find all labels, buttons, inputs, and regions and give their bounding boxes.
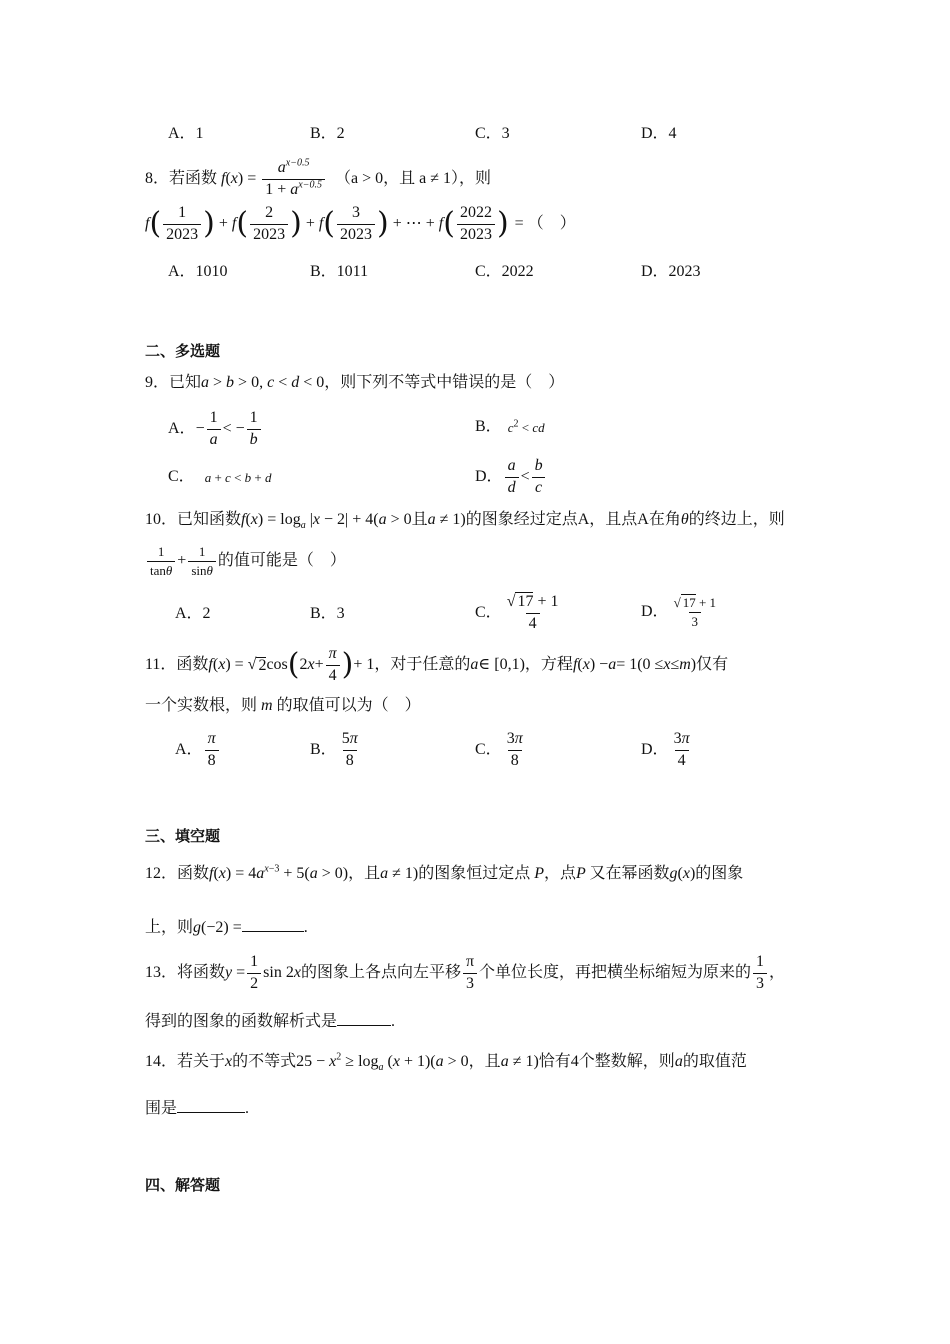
q12-answer-blank[interactable] bbox=[242, 917, 304, 932]
q9-option-d: D． $\frac{a}{d}$ < $\frac{b}{c}$ bbox=[475, 458, 548, 497]
q11-mid2: ，方程 bbox=[524, 656, 573, 674]
q9-option-b: B． $c^2$ < cd bbox=[475, 418, 545, 435]
q12-line2: 上，则g(−2) = . bbox=[145, 919, 308, 936]
q10-label: 10．已知函数 bbox=[145, 511, 242, 528]
q8-option-d: D．2023 bbox=[641, 263, 701, 280]
q10-option-b: B．3 bbox=[310, 605, 345, 622]
section-multi-choice: 二、多选题 bbox=[145, 342, 221, 360]
q11-stem: 11．函数 f ( x ) = √ 2 cos ( 2 x + $\frac{\pi}{4}$ ) + 1 ，对于任意的 a ∈ [0,1) ，方程 f ( x ) − a = 1(0 ≤ x ≤ m ) 仅有 bbox=[145, 645, 729, 684]
q10-tail2: 的终边上，则 bbox=[688, 511, 785, 528]
q10-line2-tail: 的值可能是（ ） bbox=[217, 552, 346, 570]
q11-mid: ，对于任意的 bbox=[374, 656, 471, 674]
q9-tail: ，则下列不等式中错误的是（ ） bbox=[324, 374, 565, 391]
section-fill-in: 三、填空题 bbox=[145, 827, 221, 845]
q8-function: f(x) = $\frac{a^{x-0.5}}{1 + a^{x-0.5}}$ bbox=[221, 160, 327, 199]
q8-option-b: B．1011 bbox=[310, 263, 369, 280]
q8-sum-tail: = （ ） bbox=[514, 215, 576, 233]
q10-option-a: A．2 bbox=[175, 605, 211, 622]
q10-line2: $\frac{1}{\tan\theta}$ + $\frac{1}{\sin\theta}$ 的值可能是（ ） bbox=[145, 545, 346, 577]
q7-option-b: B．2 bbox=[310, 125, 345, 142]
q11-option-a: A． $\frac{\pi}{8}$ bbox=[175, 731, 221, 770]
q10-option-d: D． $\frac{√ 17 + 1}{3}$ bbox=[641, 595, 717, 629]
q11-tail: 仅有 bbox=[696, 656, 729, 674]
q10-tail: 的图象经过定点A，且点A在角 bbox=[465, 511, 681, 528]
q13-line2: 得到的图象的函数解析式是 . bbox=[145, 1013, 396, 1030]
q7-option-d: D．4 bbox=[641, 125, 677, 142]
q11-option-b: B． $\frac{5\pi}{8}$ bbox=[310, 730, 358, 769]
q11-line2: 一个实数根，则 m 的取值可以为（ ） bbox=[145, 697, 421, 714]
q7-option-a: A．1 bbox=[168, 125, 204, 142]
q8-stem bbox=[145, 157, 491, 199]
q8-sum-expression: f ( $\frac{1}{2023}$ ) + f ( $\frac{2}{2023}$ ) + f ( $\frac{3}{2023}$ ) + ⋯ + f ( $\frac{2022}{2023}$ ) = （ ） bbox=[145, 204, 576, 243]
q7-option-c: C．3 bbox=[475, 125, 510, 142]
q8-option-c: C．2022 bbox=[475, 263, 534, 280]
q10-option-c: C． $\frac{√ 17 + 1}{4}$ bbox=[475, 593, 559, 632]
q9-option-c: C． a + c < b + d bbox=[168, 468, 272, 485]
q8-option-a: A．1010 bbox=[168, 263, 228, 280]
q12-stem: 12．函数$f(x) = 4a^{x-3} + 5(a > 0)$，且a ≠ 1)的图象恒过定点 P，点P 又在幂函数g(x)的图象 bbox=[145, 863, 744, 882]
q9-stem: 9．已知a > b > 0, c < d < 0，则下列不等式中错误的是（ ） bbox=[145, 374, 565, 391]
q13-stem: 13．将函数 y = $\frac{1}{2}$ sin 2 x 的图象上各点向左平移 $\frac{\pi}{3}$ 个单位长度，再把横坐标缩短为原来的 $\frac{1}{3}$ ， bbox=[145, 953, 786, 992]
q9-option-a: A． − $\frac{1}{a}$ < − $\frac{1}{b}$ bbox=[168, 410, 263, 449]
q13-answer-blank[interactable] bbox=[337, 1011, 391, 1026]
section-answer: 四、解答题 bbox=[145, 1176, 221, 1194]
q8-label: 8．若函数 bbox=[145, 170, 218, 188]
q11-option-d: D． $\frac{3\pi}{4}$ bbox=[641, 730, 690, 769]
q11-label: 11．函数 bbox=[145, 656, 209, 674]
q14-stem: 14．若关于x的不等式$25 - x^2 \ge \log_a (x + 1)(a > 0$，且a ≠ 1)恰有4个整数解，则a的取值范 bbox=[145, 1051, 747, 1074]
q14-line2: 围是 . bbox=[145, 1100, 250, 1117]
q11-option-c: C． $\frac{3\pi}{8}$ bbox=[475, 730, 523, 769]
q9-label: 9．已知 bbox=[145, 374, 202, 391]
q10-stem: 10．已知函数$f(x) = \log_a |x - 2| + 4(a > 0$且a ≠ 1)的图象经过定点A，且点A在角θ的终边上，则 bbox=[145, 511, 785, 532]
q8-condition: （a > 0，且 a ≠ 1），则 bbox=[334, 170, 491, 188]
q14-answer-blank[interactable] bbox=[177, 1098, 245, 1113]
